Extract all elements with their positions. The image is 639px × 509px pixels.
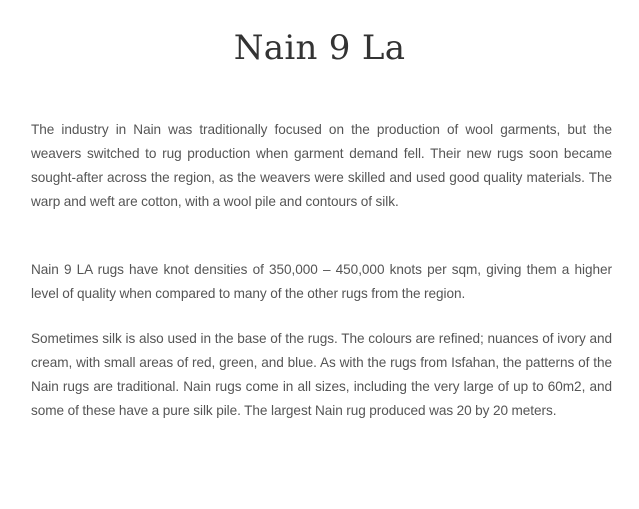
paragraph-industry-history: The industry in Nain was traditionally focused on the production of wool garments, but the weavers switched to rug production when garment demand fell. Their new rugs soon became sought-after across the region, as the weavers were skilled and used good quality materials. The warp and weft are cotton, with a wool pile and contours of silk. — [31, 122, 612, 209]
paragraph-materials-colours: Sometimes silk is also used in the base of the rugs. The colours are refined; nuances of ivory and cream, with small areas of red, green, and blue. As with the rugs from Isfahan, the patterns of the Nain rugs are traditional. Nain rugs come in all sizes, including the very large of up to 60m2, and some of these have a pure silk pile. The largest Nain rug produced was 20 by 20 meters. — [31, 331, 612, 418]
paragraph-knot-density: Nain 9 LA rugs have knot densities of 350,000 – 450,000 knots per sqm, giving them a higher level of quality when compared to many of the other rugs from the region. — [31, 262, 612, 301]
page-title: Nain 9 La — [233, 28, 406, 68]
